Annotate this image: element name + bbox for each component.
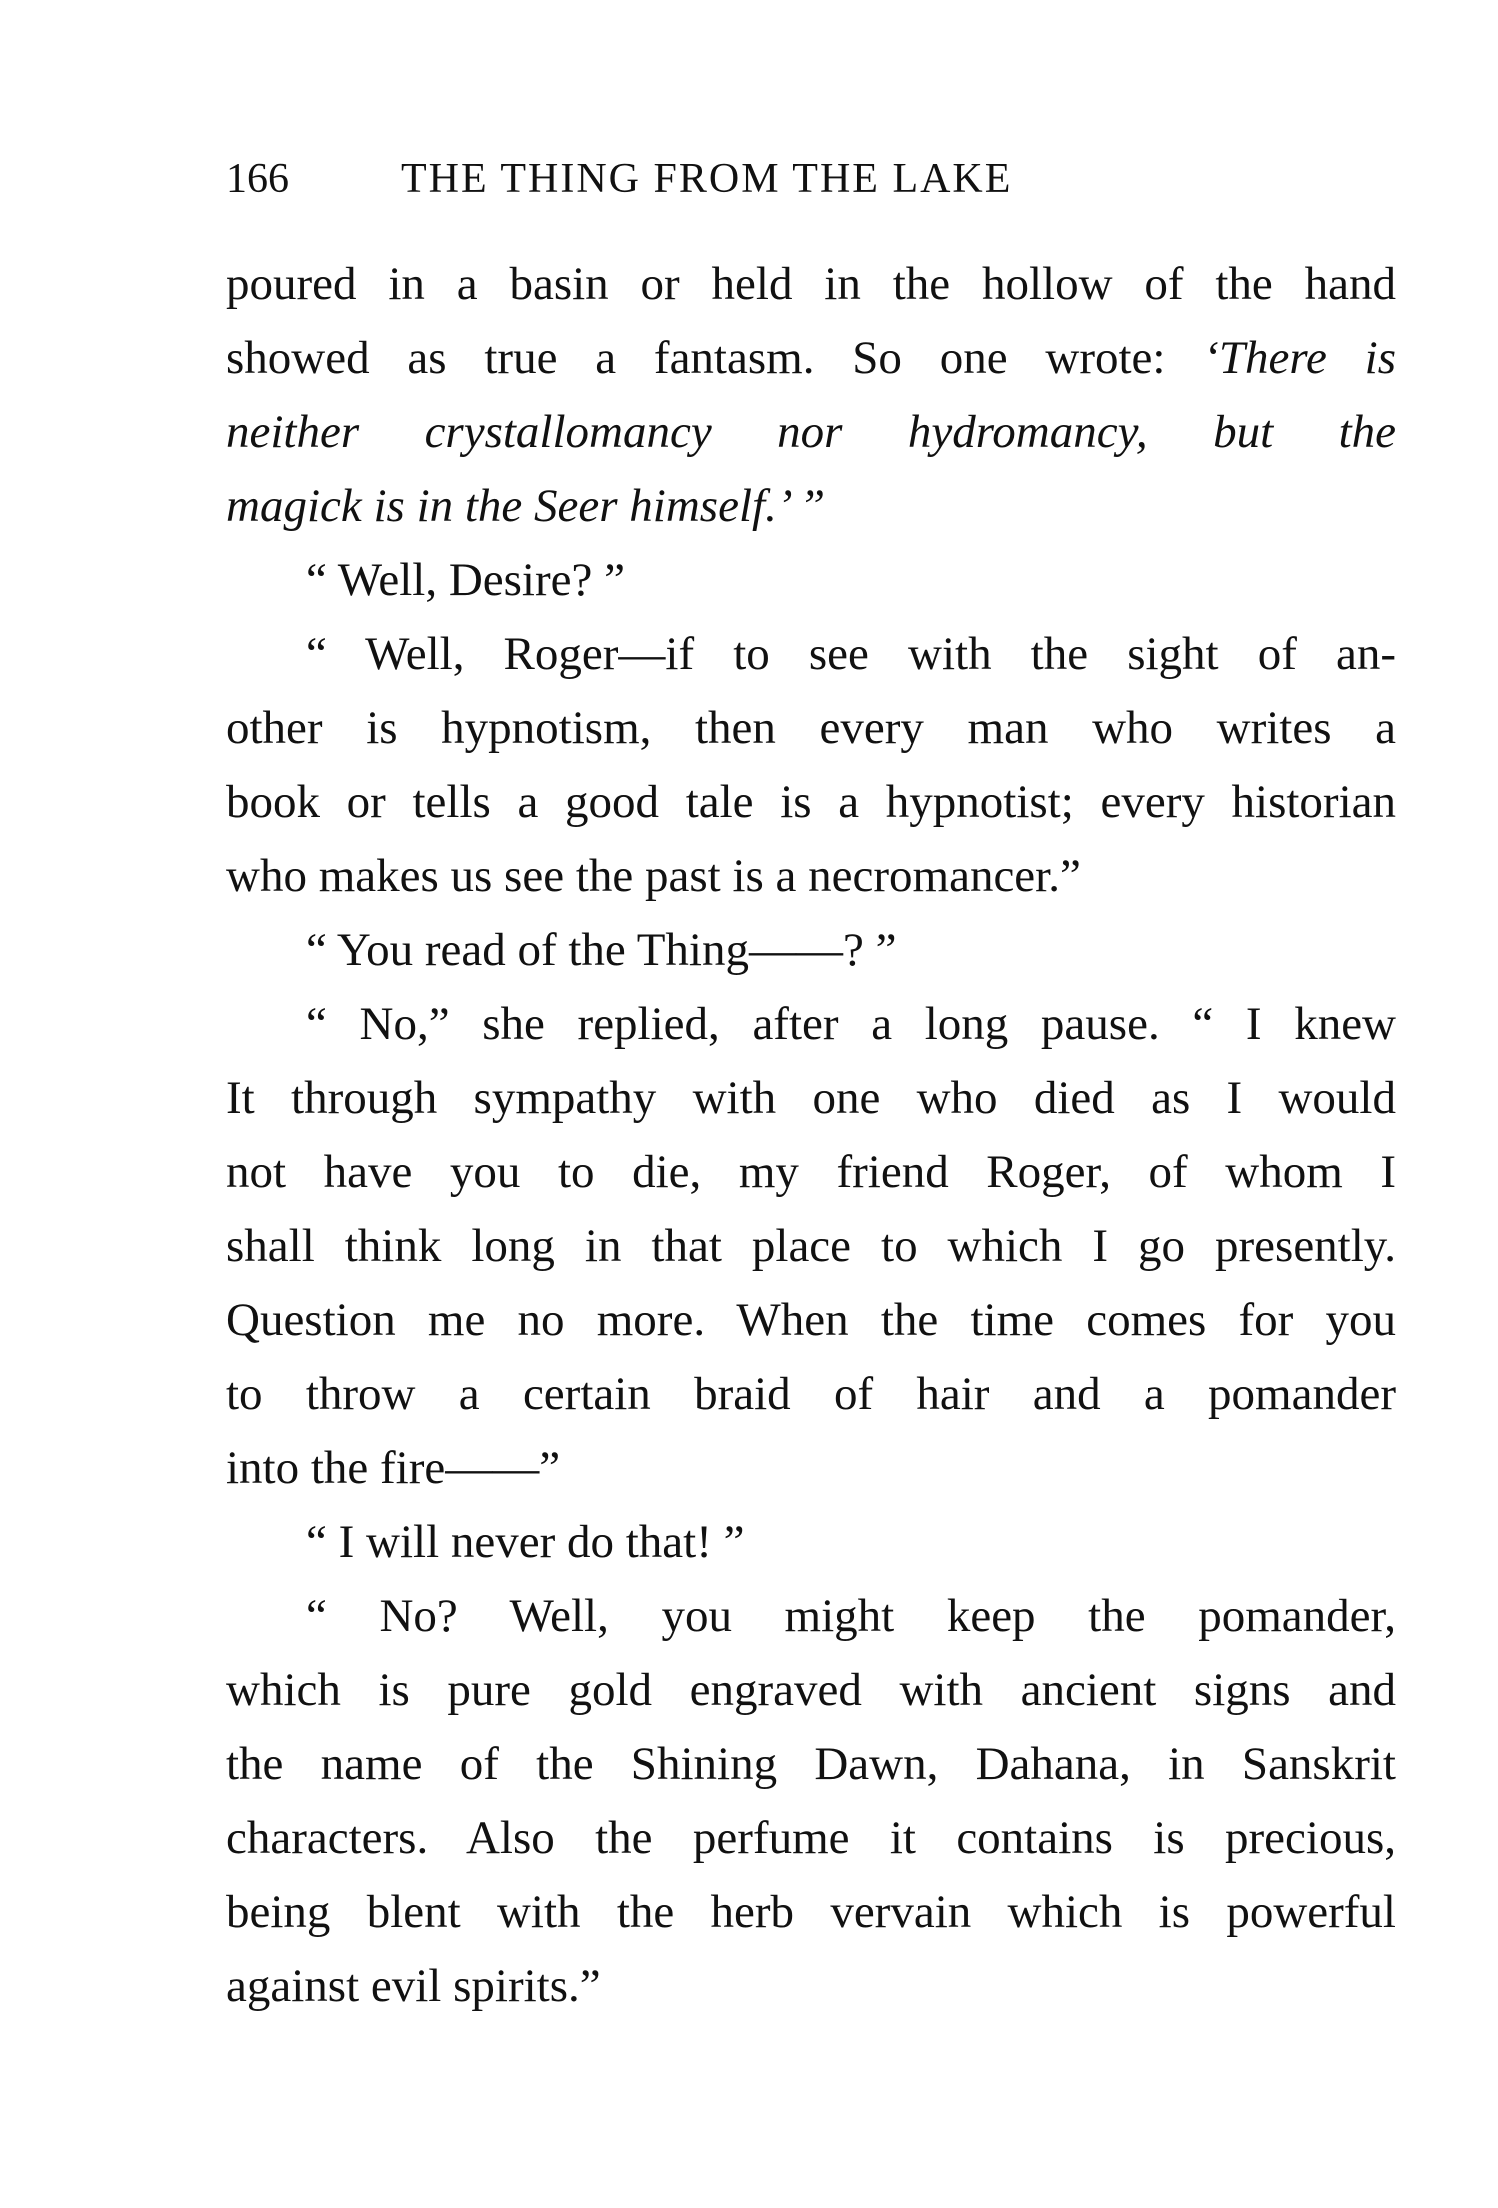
running-head xyxy=(226,155,1396,203)
text-line-12: It through sympathy with one who died as I would xyxy=(226,1072,1396,1124)
text-line-15: Question me no more. When the time comes for you xyxy=(226,1294,1396,1346)
text-line-10: “ You read of the Thing——? ” xyxy=(306,924,897,976)
text-line-21: the name of the Shining Dawn, Dahana, in Sanskrit xyxy=(226,1738,1396,1790)
text-line-3: neither crystallomancy nor hydromancy, but the xyxy=(226,406,1396,458)
text-line-4: magick is in the Seer himself.’ ” xyxy=(226,480,826,532)
text-line-2 xyxy=(226,321,1396,395)
text-line-9: who makes us see the past is a necromancer.” xyxy=(226,850,1081,902)
text-line-18: “ I will never do that! ” xyxy=(306,1516,745,1568)
running-title: THE THING FROM THE LAKE xyxy=(401,156,1013,202)
body-text xyxy=(226,247,1396,2023)
text-line-17: into the fire——” xyxy=(226,1442,561,1494)
text-line-14: shall think long in that place to which I go presently. xyxy=(226,1220,1396,1272)
text-line-23: being blent with the herb vervain which is powerful xyxy=(226,1886,1396,1938)
text-line-11: “ No,” she replied, after a long pause. “ I knew xyxy=(306,998,1396,1050)
text-line-7: other is hypnotism, then every man who writes a xyxy=(226,702,1396,754)
text-line-8: book or tells a good tale is a hypnotist; every historian xyxy=(226,776,1396,828)
text-line-20: which is pure gold engraved with ancient signs and xyxy=(226,1664,1396,1716)
text-line-5: “ Well, Desire? ” xyxy=(306,554,625,606)
page-number: 166 xyxy=(226,156,289,202)
text-line-22: characters. Also the perfume it contains is precious, xyxy=(226,1812,1396,1864)
text-line-2-italic: ‘There is xyxy=(1203,332,1396,384)
text-line-19: “ No? Well, you might keep the pomander, xyxy=(306,1590,1396,1642)
text-line-24: against evil spirits.” xyxy=(226,1960,601,2012)
text-line-13: not have you to die, my friend Roger, of whom I xyxy=(226,1146,1396,1198)
text-line-6: “ Well, Roger—if to see with the sight of an- xyxy=(306,628,1396,680)
text-line-2-roman: showed as true a fantasm. So one wrote: xyxy=(226,332,1204,384)
text-line-1: poured in a basin or held in the hollow of the hand xyxy=(226,258,1396,310)
text-line-16: to throw a certain braid of hair and a pomander xyxy=(226,1368,1396,1420)
